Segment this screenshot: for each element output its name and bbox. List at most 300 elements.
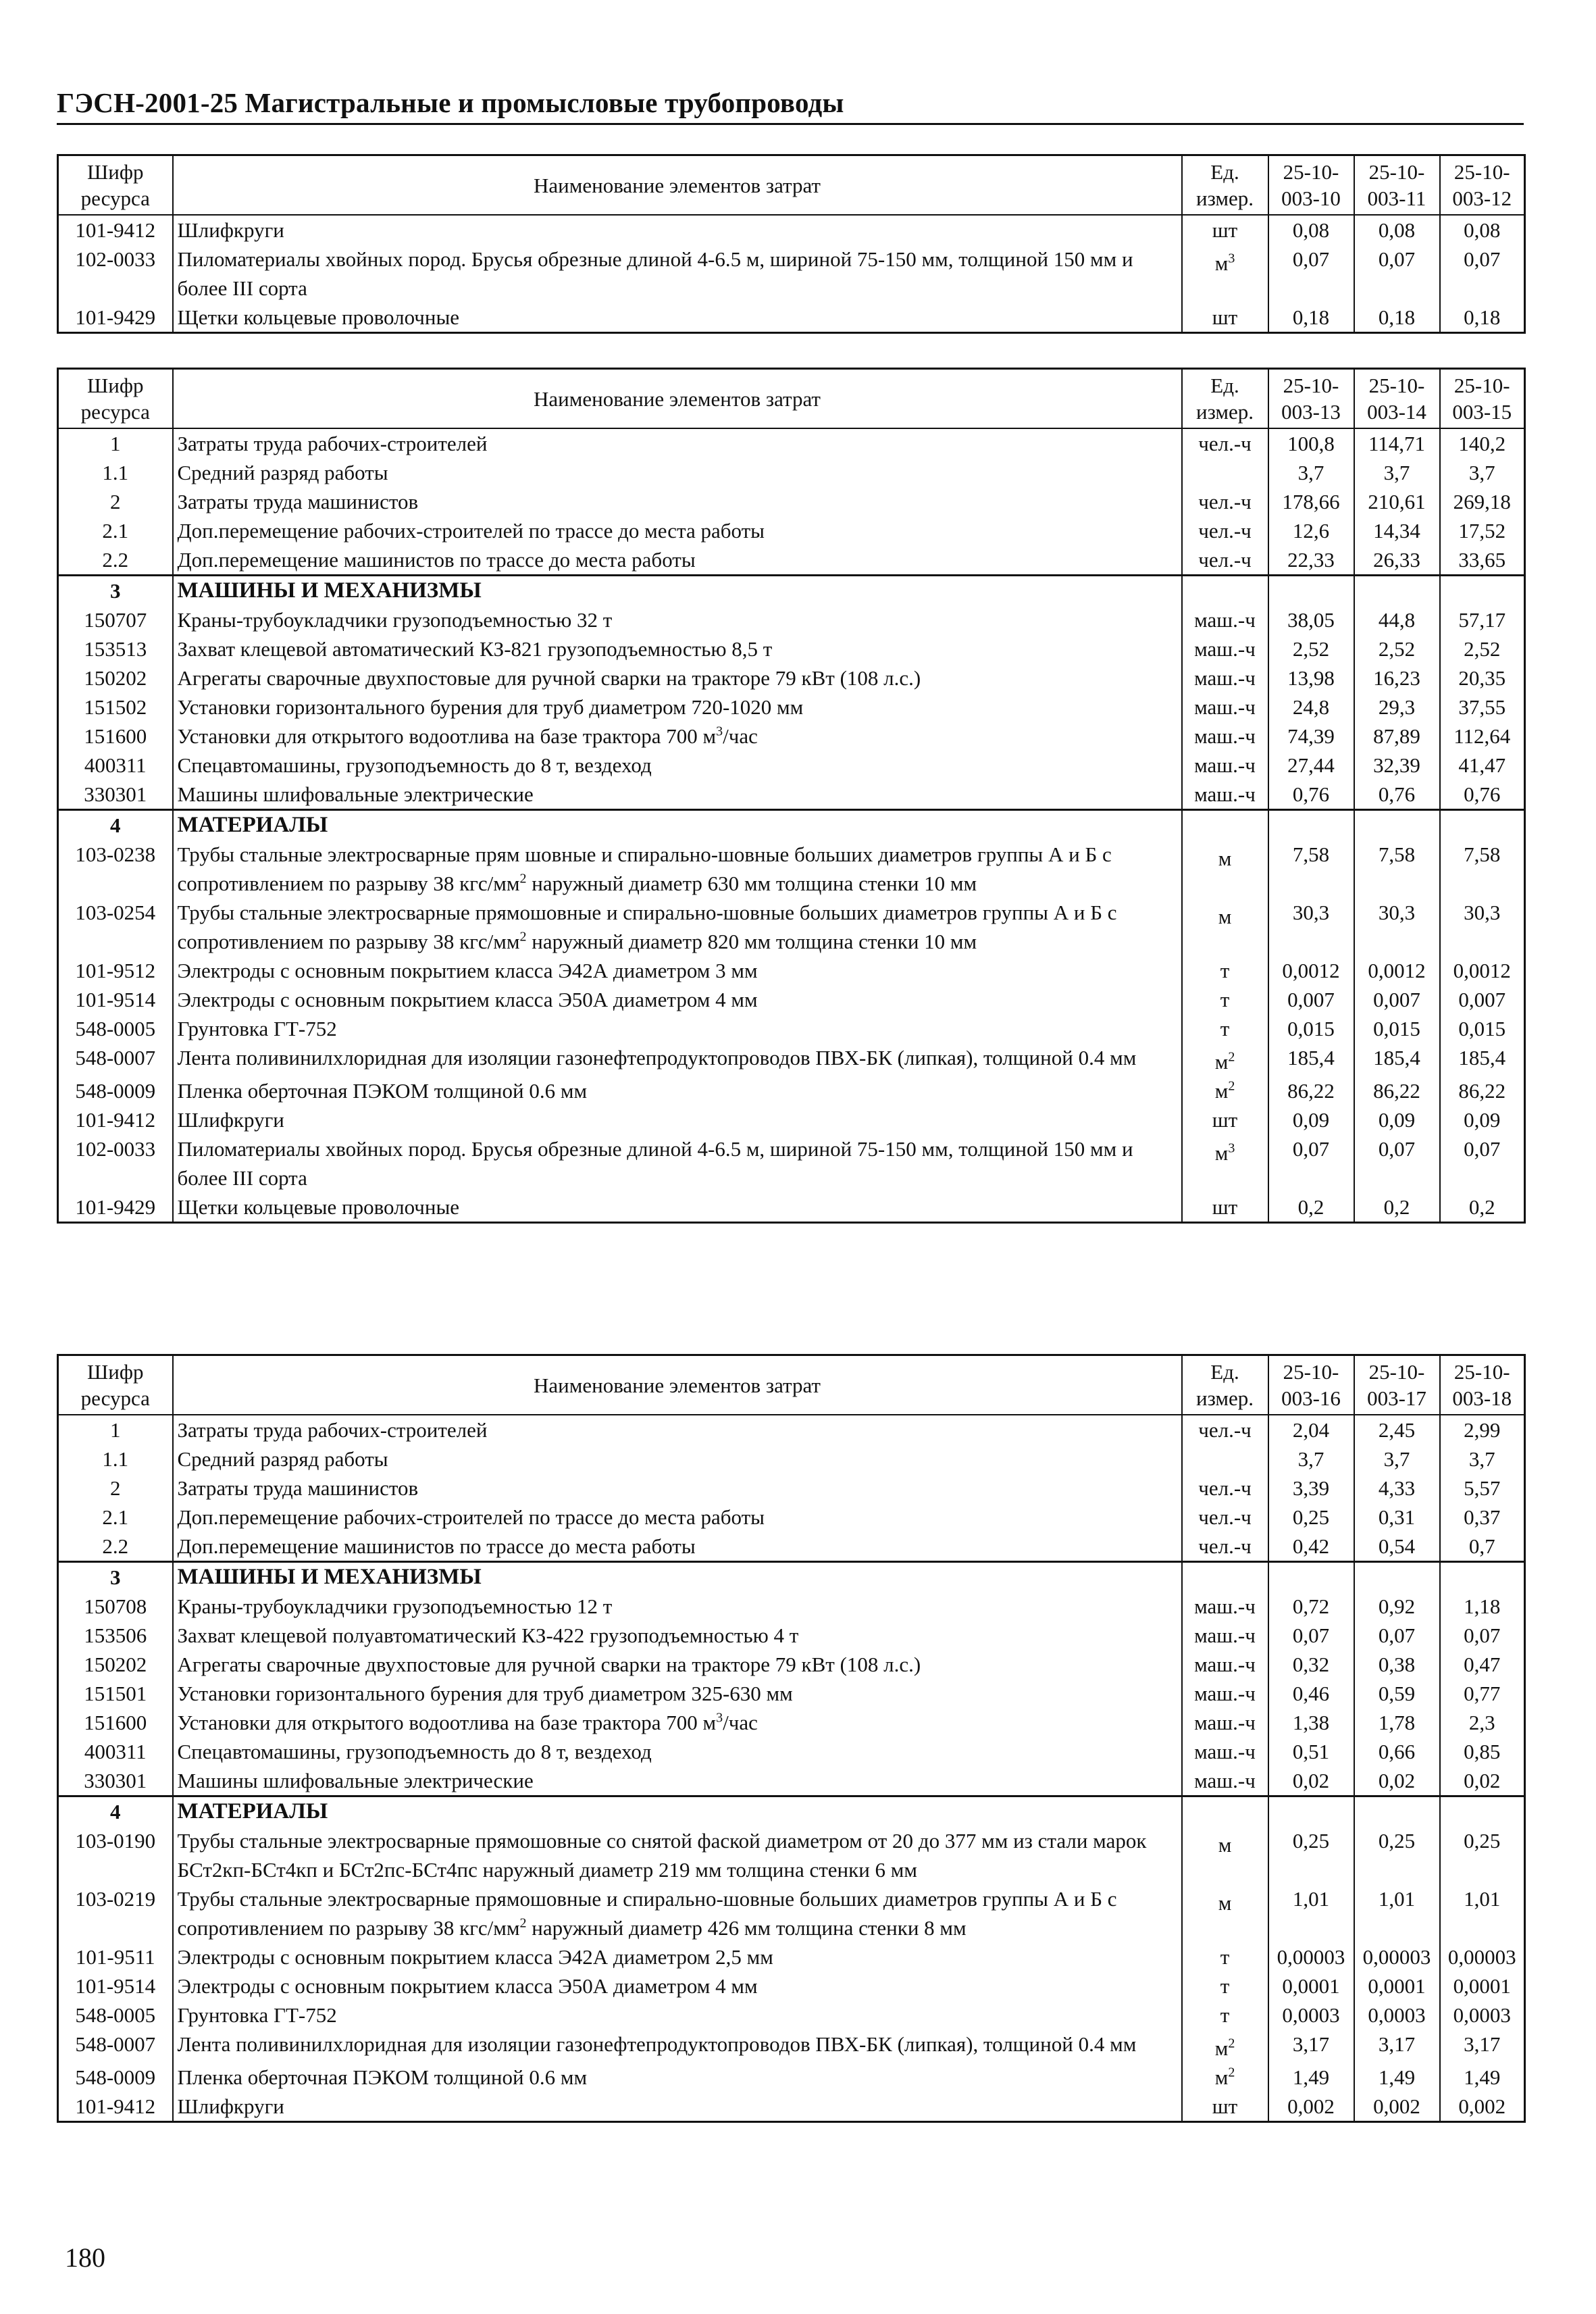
value: 74,39 (1268, 722, 1354, 751)
resource-name: Захват клещевой автоматический КЗ-821 грузоподъемностью 8,5 т (173, 634, 1182, 663)
table-row (58, 487, 1525, 516)
table-row (58, 1971, 1525, 2001)
resource-name: Захват клещевой полуавтоматический КЗ-422 грузоподъемностью 4 т (173, 1621, 1182, 1650)
value: 86,22 (1268, 1076, 1354, 1105)
table-row (58, 898, 1525, 956)
value: 0,76 (1354, 780, 1440, 810)
value: 22,33 (1268, 545, 1354, 576)
header-code: Шифр ресурса (58, 369, 173, 429)
value: 3,17 (1440, 2030, 1525, 2063)
value: 0,07 (1268, 245, 1354, 303)
value: 0,007 (1354, 985, 1440, 1014)
value: 2,52 (1440, 634, 1525, 663)
resource-code: 330301 (58, 1766, 173, 1796)
resource-code: 102-0033 (58, 1134, 173, 1192)
resource-code: 548-0007 (58, 2030, 173, 2063)
section-title: МАТЕРИАЛЫ (173, 810, 1182, 840)
header-norm-code: 25-10-003-15 (1440, 369, 1525, 429)
unit: маш.-ч (1182, 1650, 1268, 1679)
value: 2,52 (1268, 634, 1354, 663)
unit (1182, 1444, 1268, 1474)
unit: м (1182, 840, 1268, 898)
value: 0,07 (1354, 245, 1440, 303)
unit: чел.-ч (1182, 1503, 1268, 1532)
value: 17,52 (1440, 516, 1525, 545)
table-row (58, 985, 1525, 1014)
resource-code: 548-0007 (58, 1043, 173, 1076)
table-row (58, 1942, 1525, 1971)
resource-code: 1.1 (58, 458, 173, 487)
value: 0,77 (1440, 1679, 1525, 1708)
resource-name: Щетки кольцевые проволочные (173, 303, 1182, 333)
value: 2,52 (1354, 634, 1440, 663)
value (1440, 1562, 1525, 1592)
unit: чел.-ч (1182, 1474, 1268, 1503)
value: 0,0003 (1354, 2001, 1440, 2030)
value: 2,45 (1354, 1415, 1440, 1444)
value: 0,7 (1440, 1532, 1525, 1562)
resource-name: Агрегаты сварочные двухпостовые для ручной сварки на тракторе 79 кВт (108 л.с.) (173, 1650, 1182, 1679)
value: 38,05 (1268, 605, 1354, 634)
value: 185,4 (1354, 1043, 1440, 1076)
resource-code: 151600 (58, 722, 173, 751)
resource-code: 1 (58, 428, 173, 458)
value (1440, 1796, 1525, 1827)
value: 0,007 (1440, 985, 1525, 1014)
value: 30,3 (1354, 898, 1440, 956)
unit: $м^2$ (1182, 1076, 1268, 1105)
value: 0,0012 (1440, 956, 1525, 985)
value: 26,33 (1354, 545, 1440, 576)
header-norm-code: 25-10-003-12 (1440, 155, 1525, 216)
header-name: Наименование элементов затрат (173, 369, 1182, 429)
value: 30,3 (1268, 898, 1354, 956)
resource-code: 4 (58, 1796, 173, 1827)
unit: т (1182, 956, 1268, 985)
value: 0,38 (1354, 1650, 1440, 1679)
table-row (58, 428, 1525, 458)
unit: чел.-ч (1182, 545, 1268, 576)
unit (1182, 458, 1268, 487)
table-row (58, 1884, 1525, 1942)
header-unit: Ед. измер. (1182, 155, 1268, 216)
table-row (58, 693, 1525, 722)
value: 0,31 (1354, 1503, 1440, 1532)
resource-name: Затраты труда машинистов (173, 1474, 1182, 1503)
value: 0,002 (1268, 2092, 1354, 2122)
table-row (58, 1415, 1525, 1444)
value: 1,49 (1268, 2063, 1354, 2092)
value (1354, 576, 1440, 606)
value: 7,58 (1440, 840, 1525, 898)
resource-code: 103-0254 (58, 898, 173, 956)
section-title: МАТЕРИАЛЫ (173, 1796, 1182, 1827)
resource-code: 101-9514 (58, 1971, 173, 2001)
value: 0,66 (1354, 1737, 1440, 1766)
value: 0,0001 (1268, 1971, 1354, 2001)
value: 185,4 (1268, 1043, 1354, 1076)
resource-code: 2.2 (58, 1532, 173, 1562)
header-norm-code: 25-10-003-18 (1440, 1355, 1525, 1415)
unit: $м^2$ (1182, 1043, 1268, 1076)
resource-name: Электроды с основным покрытием класса Э42А диаметром 3 мм (173, 956, 1182, 985)
value: 0,0003 (1440, 2001, 1525, 2030)
unit: маш.-ч (1182, 1592, 1268, 1621)
table-row (58, 1503, 1525, 1532)
resource-code: 330301 (58, 780, 173, 810)
header-norm-code: 25-10-003-14 (1354, 369, 1440, 429)
value: 0,25 (1440, 1826, 1525, 1884)
resource-code: 548-0005 (58, 2001, 173, 2030)
unit: маш.-ч (1182, 1766, 1268, 1796)
value: 178,66 (1268, 487, 1354, 516)
table-row (58, 722, 1525, 751)
resource-name: Средний разряд работы (173, 1444, 1182, 1474)
unit: маш.-ч (1182, 1737, 1268, 1766)
resource-code: 400311 (58, 1737, 173, 1766)
value: 210,61 (1354, 487, 1440, 516)
resource-code: 400311 (58, 751, 173, 780)
section-row (58, 810, 1525, 840)
value: 185,4 (1440, 1043, 1525, 1076)
value: 0,07 (1440, 1134, 1525, 1192)
resource-name: Затраты труда рабочих-строителей (173, 1415, 1182, 1444)
value (1268, 576, 1354, 606)
value: 0,015 (1268, 1014, 1354, 1043)
resource-name: Доп.перемещение машинистов по трассе до места работы (173, 545, 1182, 576)
table-row (58, 1592, 1525, 1621)
unit: маш.-ч (1182, 605, 1268, 634)
resource-table-2 (57, 368, 1526, 1224)
value: 0,002 (1440, 2092, 1525, 2122)
resource-name: Установки для открытого водоотлива на базе трактора 700 $м^3$/час (173, 1708, 1182, 1737)
value: 0,76 (1268, 780, 1354, 810)
table-row (58, 2092, 1525, 2122)
table-row (58, 458, 1525, 487)
page-header (57, 86, 1524, 125)
unit: шт (1182, 2092, 1268, 2122)
resource-code: 548-0005 (58, 1014, 173, 1043)
resource-code: 103-0238 (58, 840, 173, 898)
value: 1,01 (1440, 1884, 1525, 1942)
value: 0,32 (1268, 1650, 1354, 1679)
resource-name: Пиломатериалы хвойных пород. Брусья обрезные длиной 4-6.5 м, шириной 75-150 мм, толщиной 150 мм и более III сорта (173, 245, 1182, 303)
resource-name: Шлифкруги (173, 1105, 1182, 1134)
value: 0,00003 (1354, 1942, 1440, 1971)
unit: маш.-ч (1182, 780, 1268, 810)
section-row (58, 1562, 1525, 1592)
resource-code: 153513 (58, 634, 173, 663)
table-row (58, 780, 1525, 810)
resource-code: 151600 (58, 1708, 173, 1737)
table-row (58, 516, 1525, 545)
value: 2,3 (1440, 1708, 1525, 1737)
table-row (58, 663, 1525, 693)
value: 0,85 (1440, 1737, 1525, 1766)
table-row (58, 1043, 1525, 1076)
value: 0,54 (1354, 1532, 1440, 1562)
value: 0,2 (1354, 1192, 1440, 1223)
value: 0,47 (1440, 1650, 1525, 1679)
table-row (58, 2030, 1525, 2063)
resource-code: 1 (58, 1415, 173, 1444)
resource-name: Щетки кольцевые проволочные (173, 1192, 1182, 1223)
value: 29,3 (1354, 693, 1440, 722)
unit: м (1182, 1826, 1268, 1884)
table-row (58, 1532, 1525, 1562)
unit: $м^3$ (1182, 1134, 1268, 1192)
value: 0,09 (1354, 1105, 1440, 1134)
header-unit: Ед. измер. (1182, 369, 1268, 429)
unit (1182, 576, 1268, 606)
unit: шт (1182, 303, 1268, 333)
value: 114,71 (1354, 428, 1440, 458)
unit: м (1182, 898, 1268, 956)
value: 3,39 (1268, 1474, 1354, 1503)
value: 0,09 (1440, 1105, 1525, 1134)
value: 1,01 (1268, 1884, 1354, 1942)
resource-code: 150708 (58, 1592, 173, 1621)
page-number: 180 (65, 2242, 105, 2273)
value: 0,07 (1354, 1134, 1440, 1192)
resource-code: 101-9412 (58, 1105, 173, 1134)
value: 7,58 (1354, 840, 1440, 898)
resource-name: Лента поливинилхлоридная для изоляции газонефтепродуктопроводов ПВХ-БК (липкая), толщиной 0.4 мм (173, 2030, 1182, 2063)
value: 0,37 (1440, 1503, 1525, 1532)
value: 0,59 (1354, 1679, 1440, 1708)
resource-name: Грунтовка ГТ-752 (173, 2001, 1182, 2030)
table-row (58, 303, 1525, 333)
value: 140,2 (1440, 428, 1525, 458)
value (1354, 1562, 1440, 1592)
section-title: МАШИНЫ И МЕХАНИЗМЫ (173, 576, 1182, 606)
resource-name: Доп.перемещение рабочих-строителей по трассе до места работы (173, 516, 1182, 545)
resource-code: 101-9429 (58, 303, 173, 333)
resource-code: 3 (58, 576, 173, 606)
unit (1182, 810, 1268, 840)
resource-code: 2 (58, 1474, 173, 1503)
header-norm-code: 25-10-003-11 (1354, 155, 1440, 216)
value: 12,6 (1268, 516, 1354, 545)
value: 0,02 (1440, 1766, 1525, 1796)
unit: чел.-ч (1182, 428, 1268, 458)
value: 86,22 (1440, 1076, 1525, 1105)
resource-name: Трубы стальные электросварные прямошовные и спирально-шовные больших диаметров группы А и Б с сопротивлением по разрыву 38 кгс/$мм^2$ наружный диаметр 820 мм толщина стенки 10 мм (173, 898, 1182, 956)
resource-name: Краны-трубоукладчики грузоподъемностью 12 т (173, 1592, 1182, 1621)
table-row (58, 1105, 1525, 1134)
value: 20,35 (1440, 663, 1525, 693)
value: 0,007 (1268, 985, 1354, 1014)
resource-code: 2.1 (58, 1503, 173, 1532)
table-row (58, 840, 1525, 898)
resource-code: 3 (58, 1562, 173, 1592)
value: 0,07 (1268, 1134, 1354, 1192)
value: 3,7 (1268, 1444, 1354, 1474)
resource-name: Пленка оберточная ПЭКОМ толщиной 0.6 мм (173, 2063, 1182, 2092)
value: 0,07 (1440, 245, 1525, 303)
value: 7,58 (1268, 840, 1354, 898)
resource-code: 4 (58, 810, 173, 840)
value: 0,0001 (1354, 1971, 1440, 2001)
value (1268, 1796, 1354, 1827)
resource-code: 548-0009 (58, 2063, 173, 2092)
value: 3,17 (1354, 2030, 1440, 2063)
resource-code: 150202 (58, 1650, 173, 1679)
value: 0,25 (1268, 1826, 1354, 1884)
resource-code: 103-0219 (58, 1884, 173, 1942)
value: 100,8 (1268, 428, 1354, 458)
unit: шт (1182, 1192, 1268, 1223)
value: 1,18 (1440, 1592, 1525, 1621)
resource-name: Агрегаты сварочные двухпостовые для ручной сварки на тракторе 79 кВт (108 л.с.) (173, 663, 1182, 693)
table-row (58, 605, 1525, 634)
value (1354, 1796, 1440, 1827)
section-row (58, 576, 1525, 606)
value: 3,7 (1268, 458, 1354, 487)
value: 13,98 (1268, 663, 1354, 693)
value (1268, 810, 1354, 840)
value: 37,55 (1440, 693, 1525, 722)
unit: чел.-ч (1182, 487, 1268, 516)
header-unit: Ед. измер. (1182, 1355, 1268, 1415)
unit: т (1182, 1971, 1268, 2001)
value: 0,02 (1354, 1766, 1440, 1796)
resource-code: 101-9412 (58, 215, 173, 245)
value (1354, 810, 1440, 840)
header-code: Шифр ресурса (58, 1355, 173, 1415)
resource-code: 151501 (58, 1679, 173, 1708)
unit: м (1182, 1884, 1268, 1942)
value: 44,8 (1354, 605, 1440, 634)
header-norm-code: 25-10-003-10 (1268, 155, 1354, 216)
table-row (58, 215, 1525, 245)
value (1440, 576, 1525, 606)
unit: маш.-ч (1182, 663, 1268, 693)
resource-name: Спецавтомашины, грузоподъемность до 8 т, вездеход (173, 1737, 1182, 1766)
value: 0,72 (1268, 1592, 1354, 1621)
value: 57,17 (1440, 605, 1525, 634)
unit: маш.-ч (1182, 634, 1268, 663)
resource-name: Краны-трубоукладчики грузоподъемностью 32 т (173, 605, 1182, 634)
value: 0,25 (1354, 1826, 1440, 1884)
value: 0,2 (1440, 1192, 1525, 1223)
value: 1,78 (1354, 1708, 1440, 1737)
table-row (58, 2063, 1525, 2092)
table-row (58, 245, 1525, 303)
value: 0,08 (1268, 215, 1354, 245)
value: 4,33 (1354, 1474, 1440, 1503)
resource-name: Доп.перемещение машинистов по трассе до места работы (173, 1532, 1182, 1562)
resource-name: Электроды с основным покрытием класса Э50А диаметром 4 мм (173, 1971, 1182, 2001)
value: 0,51 (1268, 1737, 1354, 1766)
value: 0,09 (1268, 1105, 1354, 1134)
resource-code: 2 (58, 487, 173, 516)
unit: $м^2$ (1182, 2030, 1268, 2063)
value: 1,49 (1440, 2063, 1525, 2092)
resource-name: Установки горизонтального бурения для труб диаметром 720-1020 мм (173, 693, 1182, 722)
value: 0,42 (1268, 1532, 1354, 1562)
document-title: ГЭСН-2001-25 Магистральные и промысловые трубопроводы (57, 87, 844, 118)
table-row (58, 1134, 1525, 1192)
value: 0,0012 (1268, 956, 1354, 985)
table-row (58, 2001, 1525, 2030)
header-name: Наименование элементов затрат (173, 1355, 1182, 1415)
value: 0,02 (1268, 1766, 1354, 1796)
resource-code: 150707 (58, 605, 173, 634)
value: 112,64 (1440, 722, 1525, 751)
value: 3,7 (1440, 458, 1525, 487)
resource-code: 151502 (58, 693, 173, 722)
resource-name: Доп.перемещение рабочих-строителей по трассе до места работы (173, 1503, 1182, 1532)
value (1440, 810, 1525, 840)
resource-name: Средний разряд работы (173, 458, 1182, 487)
value: 0,46 (1268, 1679, 1354, 1708)
resource-code: 101-9429 (58, 1192, 173, 1223)
unit: т (1182, 1942, 1268, 1971)
value: 87,89 (1354, 722, 1440, 751)
table-row (58, 751, 1525, 780)
resource-code: 101-9514 (58, 985, 173, 1014)
resource-code: 150202 (58, 663, 173, 693)
resource-name: Машины шлифовальные электрические (173, 780, 1182, 810)
table-row (58, 634, 1525, 663)
value: 0,00003 (1440, 1942, 1525, 1971)
table-row (58, 1192, 1525, 1223)
unit: т (1182, 2001, 1268, 2030)
resource-name: Затраты труда рабочих-строителей (173, 428, 1182, 458)
value: 27,44 (1268, 751, 1354, 780)
resource-name: Электроды с основным покрытием класса Э42А диаметром 2,5 мм (173, 1942, 1182, 1971)
header-code: Шифр ресурса (58, 155, 173, 216)
value: 14,34 (1354, 516, 1440, 545)
unit: маш.-ч (1182, 722, 1268, 751)
resource-name: Спецавтомашины, грузоподъемность до 8 т, вездеход (173, 751, 1182, 780)
value: 0,0003 (1268, 2001, 1354, 2030)
table-row (58, 1766, 1525, 1796)
unit: маш.-ч (1182, 1679, 1268, 1708)
value: 0,0001 (1440, 1971, 1525, 2001)
resource-code: 103-0190 (58, 1826, 173, 1884)
resource-code: 101-9511 (58, 1942, 173, 1971)
value: 0,002 (1354, 2092, 1440, 2122)
table-row (58, 1679, 1525, 1708)
table-row (58, 1444, 1525, 1474)
resource-code: 548-0009 (58, 1076, 173, 1105)
header-norm-code: 25-10-003-17 (1354, 1355, 1440, 1415)
unit: шт (1182, 1105, 1268, 1134)
resource-code: 101-9412 (58, 2092, 173, 2122)
table-row (58, 545, 1525, 576)
value: 0,07 (1354, 1621, 1440, 1650)
resource-name: Электроды с основным покрытием класса Э50А диаметром 4 мм (173, 985, 1182, 1014)
value: 0,015 (1440, 1014, 1525, 1043)
unit (1182, 1796, 1268, 1827)
value: 32,39 (1354, 751, 1440, 780)
value: 3,17 (1268, 2030, 1354, 2063)
table-row (58, 1708, 1525, 1737)
header-name: Наименование элементов затрат (173, 155, 1182, 216)
value: 0,18 (1268, 303, 1354, 333)
unit: чел.-ч (1182, 516, 1268, 545)
value (1268, 1562, 1354, 1592)
value: 0,015 (1354, 1014, 1440, 1043)
unit: $м^3$ (1182, 245, 1268, 303)
resource-code: 2.2 (58, 545, 173, 576)
resource-code: 153506 (58, 1621, 173, 1650)
table-row (58, 1650, 1525, 1679)
resource-name: Пиломатериалы хвойных пород. Брусья обрезные длиной 4-6.5 м, шириной 75-150 мм, толщиной 150 мм и более III сорта (173, 1134, 1182, 1192)
value: 0,25 (1268, 1503, 1354, 1532)
